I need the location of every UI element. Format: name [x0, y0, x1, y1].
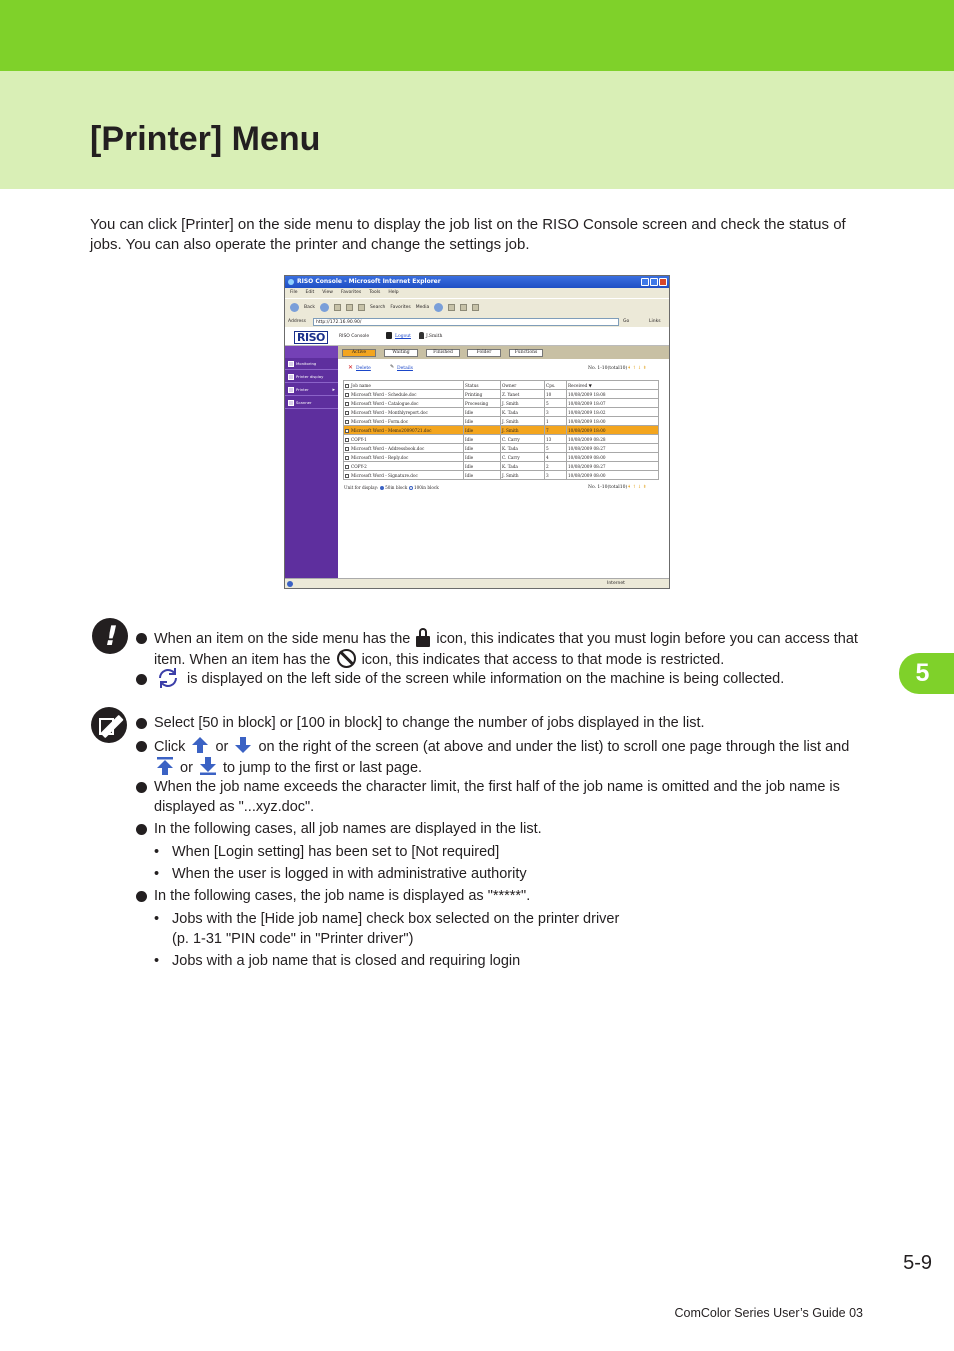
tab-active[interactable]: Active: [342, 349, 376, 357]
print-icon[interactable]: [460, 304, 467, 311]
refresh-icon: [156, 666, 180, 690]
page-status-icon: [287, 581, 293, 587]
side-item-monitoring[interactable]: Monitoring: [285, 358, 338, 370]
cross-reference: (p. 1-31 "PIN code" in "Printer driver"): [172, 931, 414, 947]
lock-icon: [386, 332, 392, 339]
menu-edit[interactable]: Edit: [305, 290, 315, 295]
table-row-selected[interactable]: Microsoft Word - Memo20090721.doc Idle J. Smith 7 10/08/2009 18:00: [344, 426, 659, 435]
tip-item-3: When the job name exceeds the character limit, the first half of the job name is omitted and the job name is displayed as "...xyz.doc".: [136, 777, 866, 817]
tip-icon: [91, 707, 127, 743]
home-icon[interactable]: [358, 304, 365, 311]
internet-zone: Internet: [607, 581, 625, 586]
printer-display-icon: [288, 374, 294, 380]
history-icon[interactable]: [434, 303, 443, 312]
side-item-printer[interactable]: Printer ▸: [285, 384, 338, 396]
browser-toolbar: [285, 298, 669, 316]
details-icon[interactable]: ✎: [390, 364, 395, 370]
scanner-icon: [288, 400, 294, 406]
user-name: J.Smith: [426, 334, 443, 339]
user-icon: [419, 332, 424, 339]
go-button[interactable]: Go: [623, 319, 630, 324]
search-button[interactable]: Search: [369, 305, 386, 310]
browser-status-bar: [285, 578, 669, 588]
menu-favorites[interactable]: Favorites: [340, 290, 362, 295]
riso-header: [285, 327, 669, 346]
row-checkbox[interactable]: [345, 420, 349, 424]
row-checkbox[interactable]: [345, 411, 349, 415]
address-bar: [285, 316, 669, 327]
mail-icon[interactable]: [448, 304, 455, 311]
table-row[interactable]: COPY-2 Idle K. Tada 2 10/08/2009 08:27: [344, 462, 659, 471]
tab-folder[interactable]: Folder: [467, 349, 501, 357]
job-table: [343, 380, 659, 480]
pager-bottom: No. 1-10(total10)⇞ ↑ ↓ ⇟: [588, 485, 647, 490]
table-row[interactable]: Microsoft Word - Schedule.doc Printing Z. Yanet 10 10/08/2009 18:08: [344, 390, 659, 399]
select-all-checkbox[interactable]: [345, 384, 349, 388]
radio-100-block[interactable]: [409, 486, 413, 490]
menu-file[interactable]: File: [290, 290, 298, 295]
row-checkbox[interactable]: [345, 447, 349, 451]
side-item-scanner[interactable]: Scanner: [285, 397, 338, 409]
restricted-icon: [337, 649, 356, 668]
side-menu: [285, 346, 338, 578]
ie-logo-icon: [288, 279, 294, 285]
pager-top: No. 1-10(total10)⇞ ↑ ↓ ⇟: [588, 366, 647, 371]
row-checkbox[interactable]: [345, 393, 349, 397]
forward-icon[interactable]: [320, 303, 329, 312]
window-title: RISO Console - Microsoft Internet Explorer: [297, 278, 441, 285]
table-row[interactable]: Microsoft Word - Addressbook.doc Idle K. Tada 5 10/08/2009 08:27: [344, 444, 659, 453]
back-icon[interactable]: [290, 303, 299, 312]
riso-console-screenshot: [284, 275, 670, 589]
delete-icon[interactable]: ✕: [348, 364, 354, 371]
browser-menu-bar: [285, 288, 669, 298]
back-label[interactable]: Back: [304, 305, 315, 310]
delete-link[interactable]: Delete: [356, 366, 371, 371]
col-job-name[interactable]: Job name: [344, 381, 464, 390]
monitoring-icon: [288, 361, 294, 367]
caution-item-1: When an item on the side menu has the icon, this indicates that you must login before you can access that item. When an item has the icon, this indicates that access to that mode is restricted.: [136, 628, 866, 668]
address-label: Address: [288, 319, 306, 324]
col-status[interactable]: Status: [464, 381, 501, 390]
page-title: [Printer] Menu: [90, 120, 321, 158]
footer-text: ComColor Series User’s Guide 03: [674, 1306, 863, 1320]
edit-icon[interactable]: [472, 304, 479, 311]
tab-finished[interactable]: Finished: [426, 349, 460, 357]
table-row[interactable]: COPY-1 Idle C. Carry 13 10/08/2009 08:28: [344, 435, 659, 444]
page-nav-icons[interactable]: ⇞ ↑ ↓ ⇟: [627, 485, 647, 490]
window-titlebar: [285, 276, 669, 288]
caution-item-2: is displayed on the left side of the screen while information on the machine is being collected.: [136, 669, 866, 691]
console-label: RISO Console: [339, 334, 370, 339]
tab-functions[interactable]: Functions: [509, 349, 543, 357]
menu-tools[interactable]: Tools: [369, 290, 381, 295]
chevron-right-icon: ▸: [332, 387, 335, 393]
lock-icon: [416, 628, 430, 647]
close-icon[interactable]: [659, 278, 667, 286]
table-row[interactable]: Microsoft Word - Reply.doc Idle C. Carry 4 10/08/2009 08:00: [344, 453, 659, 462]
page-nav-icons[interactable]: ⇞ ↑ ↓ ⇟: [627, 366, 647, 371]
menu-view[interactable]: View: [322, 290, 333, 295]
table-row[interactable]: Microsoft Word - Form.doc Idle J. Smith 1 10/08/2009 18:00: [344, 417, 659, 426]
address-input[interactable]: http://172.16.90.90/: [313, 318, 619, 326]
row-checkbox[interactable]: [345, 402, 349, 406]
first-page-icon: [156, 757, 174, 775]
table-header: [344, 381, 659, 390]
refresh-icon[interactable]: [346, 304, 353, 311]
col-owner[interactable]: Owner: [501, 381, 545, 390]
menu-help[interactable]: Help: [388, 290, 399, 295]
window-controls: [641, 278, 667, 286]
col-received[interactable]: Received ▼: [567, 381, 659, 390]
radio-50-block[interactable]: [380, 486, 384, 490]
row-checkbox-checked[interactable]: [345, 429, 349, 433]
chapter-tab: 5: [899, 653, 954, 694]
table-row[interactable]: Microsoft Word - Monthlyreport.doc Idle K. Tada 3 10/08/2009 18:02: [344, 408, 659, 417]
row-checkbox[interactable]: [345, 438, 349, 442]
page-up-icon: [191, 736, 209, 754]
details-link[interactable]: Details: [397, 366, 413, 371]
col-copies[interactable]: Cps.: [545, 381, 567, 390]
header-band: [0, 0, 954, 71]
job-tabs: [338, 346, 669, 359]
intro-paragraph: You can click [Printer] on the side menu to display the job list on the RISO Console screen and check the status of jobs. You can also operate the printer and change the settings job.: [90, 216, 846, 253]
page-number: 5-9: [903, 1252, 932, 1274]
job-list-panel: [338, 359, 669, 578]
media-button[interactable]: Media: [415, 305, 430, 310]
maximize-icon[interactable]: [650, 278, 658, 286]
table-row[interactable]: Microsoft Word - Signature.doc Idle J. Smith 3 10/08/2009 08:00: [344, 471, 659, 480]
page-down-icon: [234, 736, 252, 754]
printer-icon: [288, 387, 294, 393]
riso-logo: RISO: [294, 331, 328, 344]
logout-link[interactable]: Logout: [395, 334, 411, 339]
row-checkbox[interactable]: [345, 474, 349, 478]
unit-for-display: Unit for display: 50in block 100in block: [344, 485, 439, 490]
favorites-button[interactable]: Favorites: [390, 305, 411, 310]
links-label[interactable]: Links: [649, 319, 661, 324]
tip-item-2: Click or on the right of the screen (at above and under the list) to scroll one page through the list and or to jump to the first or last page.: [136, 736, 866, 776]
row-checkbox[interactable]: [345, 465, 349, 469]
minimize-icon[interactable]: [641, 278, 649, 286]
tab-waiting[interactable]: Waiting: [384, 349, 418, 357]
table-row[interactable]: Microsoft Word - Catalogue.doc Processing J. Smith 5 10/08/2009 18:07: [344, 399, 659, 408]
caution-icon: !: [92, 618, 128, 654]
stop-icon[interactable]: [334, 304, 341, 311]
last-page-icon: [199, 757, 217, 775]
row-checkbox[interactable]: [345, 456, 349, 460]
side-item-printer-display[interactable]: Printer display: [285, 371, 338, 383]
